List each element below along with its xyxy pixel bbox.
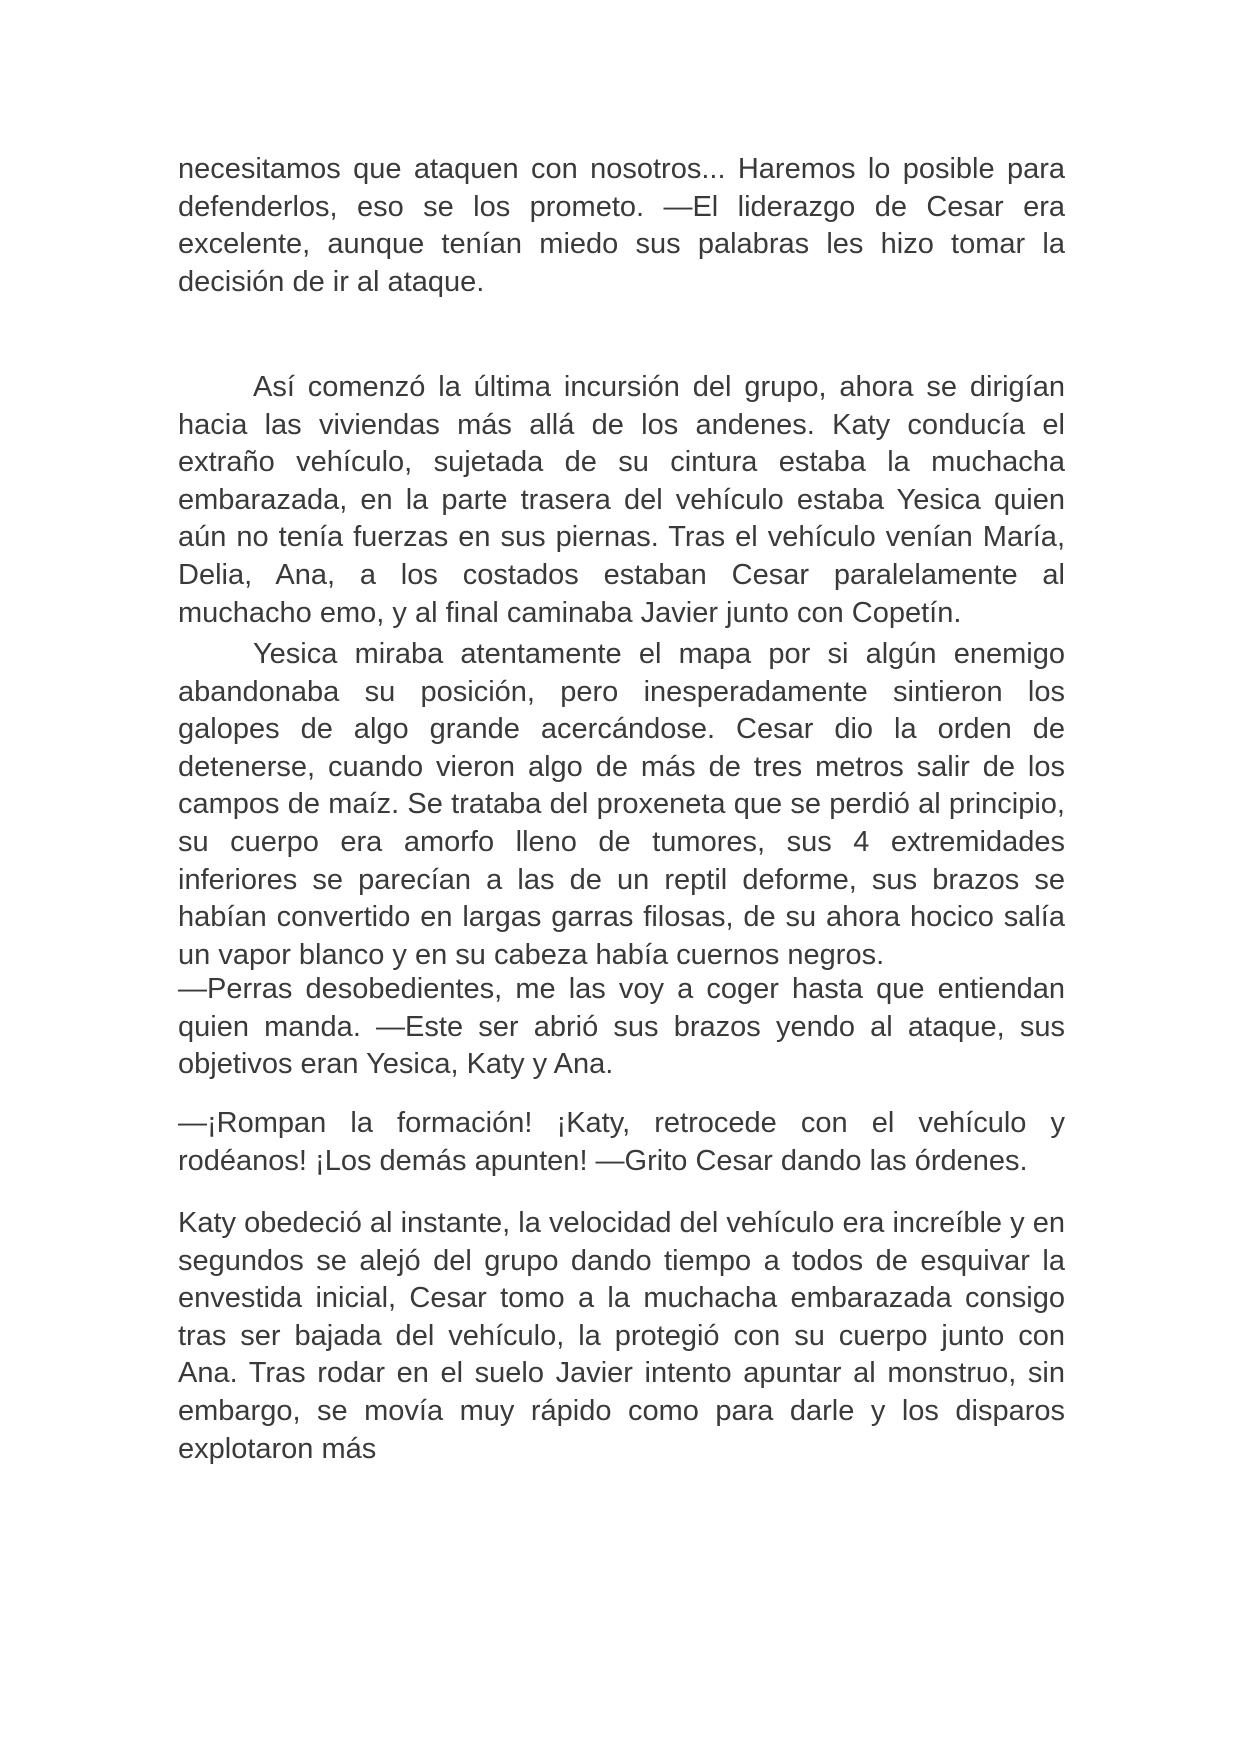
paragraph-3: Yesica miraba atentamente el mapa por si algún enemigo abandonaba su posición, pero inesperadamente sintieron los galopes de algo grande acercándose. Cesar dio la orden de detenerse, cuando vieron algo de más de tres metros salir de los campos de maíz. Se trataba del proxeneta que se perdió al principio, su cuerpo era amorfo lleno de tumores, sus 4 extremidades inferiores se parecían a las de un reptil deforme, sus brazos se habían convertido en largas garras filosas, de su ahora hocico salía un vapor blanco y en su cabeza había cuernos negros. [178, 638, 1065, 971]
paragraph-5: —¡Rompan la formación! ¡Katy, retrocede con el vehículo y rodéanos! ¡Los demás apunten! —Grito Cesar dando las órdenes. [178, 1107, 1065, 1177]
paragraph-6: Katy obedeció al instante, la velocidad del vehículo era increíble y en segundos se alejó del grupo dando tiempo a todos de esquivar la envestida inicial, Cesar tomo a la muchacha embarazada consigo tras ser bajada del vehículo, la protegió con su cuerpo junto con Ana. Tras rodar en el suelo Javier intento apuntar al monstruo, sin embargo, se movía muy rápido como para darle y los disparos explotaron más [178, 1207, 1065, 1465]
paragraph-4: —Perras desobedientes, me las voy a coger hasta que entiendan quien manda. —Este ser abrió sus brazos yendo al ataque, sus objetivos eran Yesica, Katy y Ana. [178, 973, 1065, 1081]
paragraph-2: Así comenzó la última incursión del grupo, ahora se dirigían hacia las viviendas más allá de los andenes. Katy conducía el extraño vehículo, sujetada de su cintura estaba la muchacha embarazada, en la parte trasera del vehículo estaba Yesica quien aún no tenía fuerzas en sus piernas. Tras el vehículo venían María, Delia, Ana, a los costados estaban Cesar paralelamente al muchacho emo, y al final caminaba Javier junto con Copetín. [178, 371, 1065, 629]
paragraph-1: necesitamos que ataquen con nosotros... Haremos lo posible para defenderlos, eso se los prometo. —El liderazgo de Cesar era excelente, aunque tenían miedo sus palabras les hizo tomar la decisión de ir al ataque. [178, 153, 1065, 298]
